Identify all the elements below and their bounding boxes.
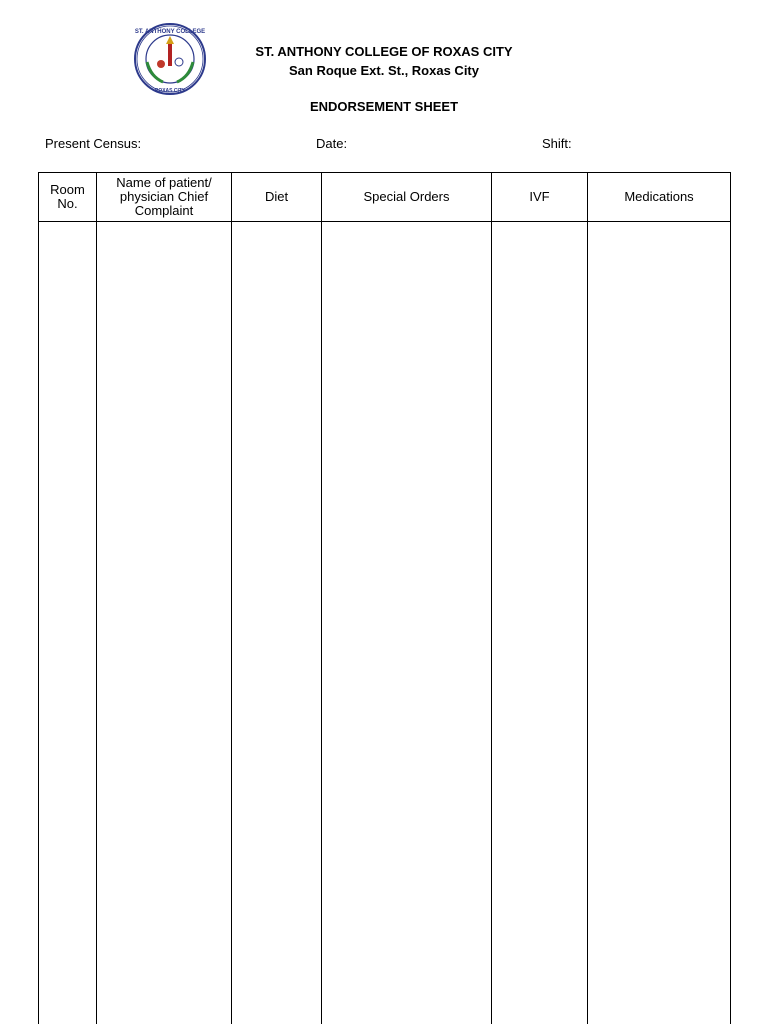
present-census-label: Present Census:	[45, 136, 142, 151]
school-name: ST. ANTHONY COLLEGE OF ROXAS CITY	[255, 44, 513, 59]
table-header-row	[39, 173, 731, 222]
special-orders-cell[interactable]	[322, 222, 492, 1024]
school-address: San Roque Ext. St., Roxas City	[289, 63, 479, 78]
diet-cell[interactable]	[232, 222, 322, 1024]
endorsement-table	[38, 172, 731, 1024]
column-header-patient-name: Name of patient/ physician Chief Complaint	[97, 173, 232, 222]
ivf-cell[interactable]	[492, 222, 588, 1024]
svg-text:ST. ANTHONY COLLEGE: ST. ANTHONY COLLEGE	[134, 29, 206, 35]
column-header-ivf: IVF	[492, 173, 588, 222]
column-header-room-no: Room No.	[39, 173, 97, 222]
patient-name-cell[interactable]	[97, 222, 232, 1024]
medications-cell[interactable]	[588, 222, 731, 1024]
column-header-diet: Diet	[232, 173, 322, 222]
sheet-title: ENDORSEMENT SHEET	[309, 99, 459, 114]
svg-text:ROXAS CITY: ROXAS CITY	[154, 88, 186, 94]
date-label: Date:	[316, 136, 348, 151]
college-seal-icon	[133, 22, 207, 96]
column-header-special-orders: Special Orders	[322, 173, 492, 222]
table-row	[39, 222, 731, 1024]
room-no-cell[interactable]	[39, 222, 97, 1024]
shift-label: Shift:	[542, 136, 572, 151]
column-header-medications: Medications	[588, 173, 731, 222]
